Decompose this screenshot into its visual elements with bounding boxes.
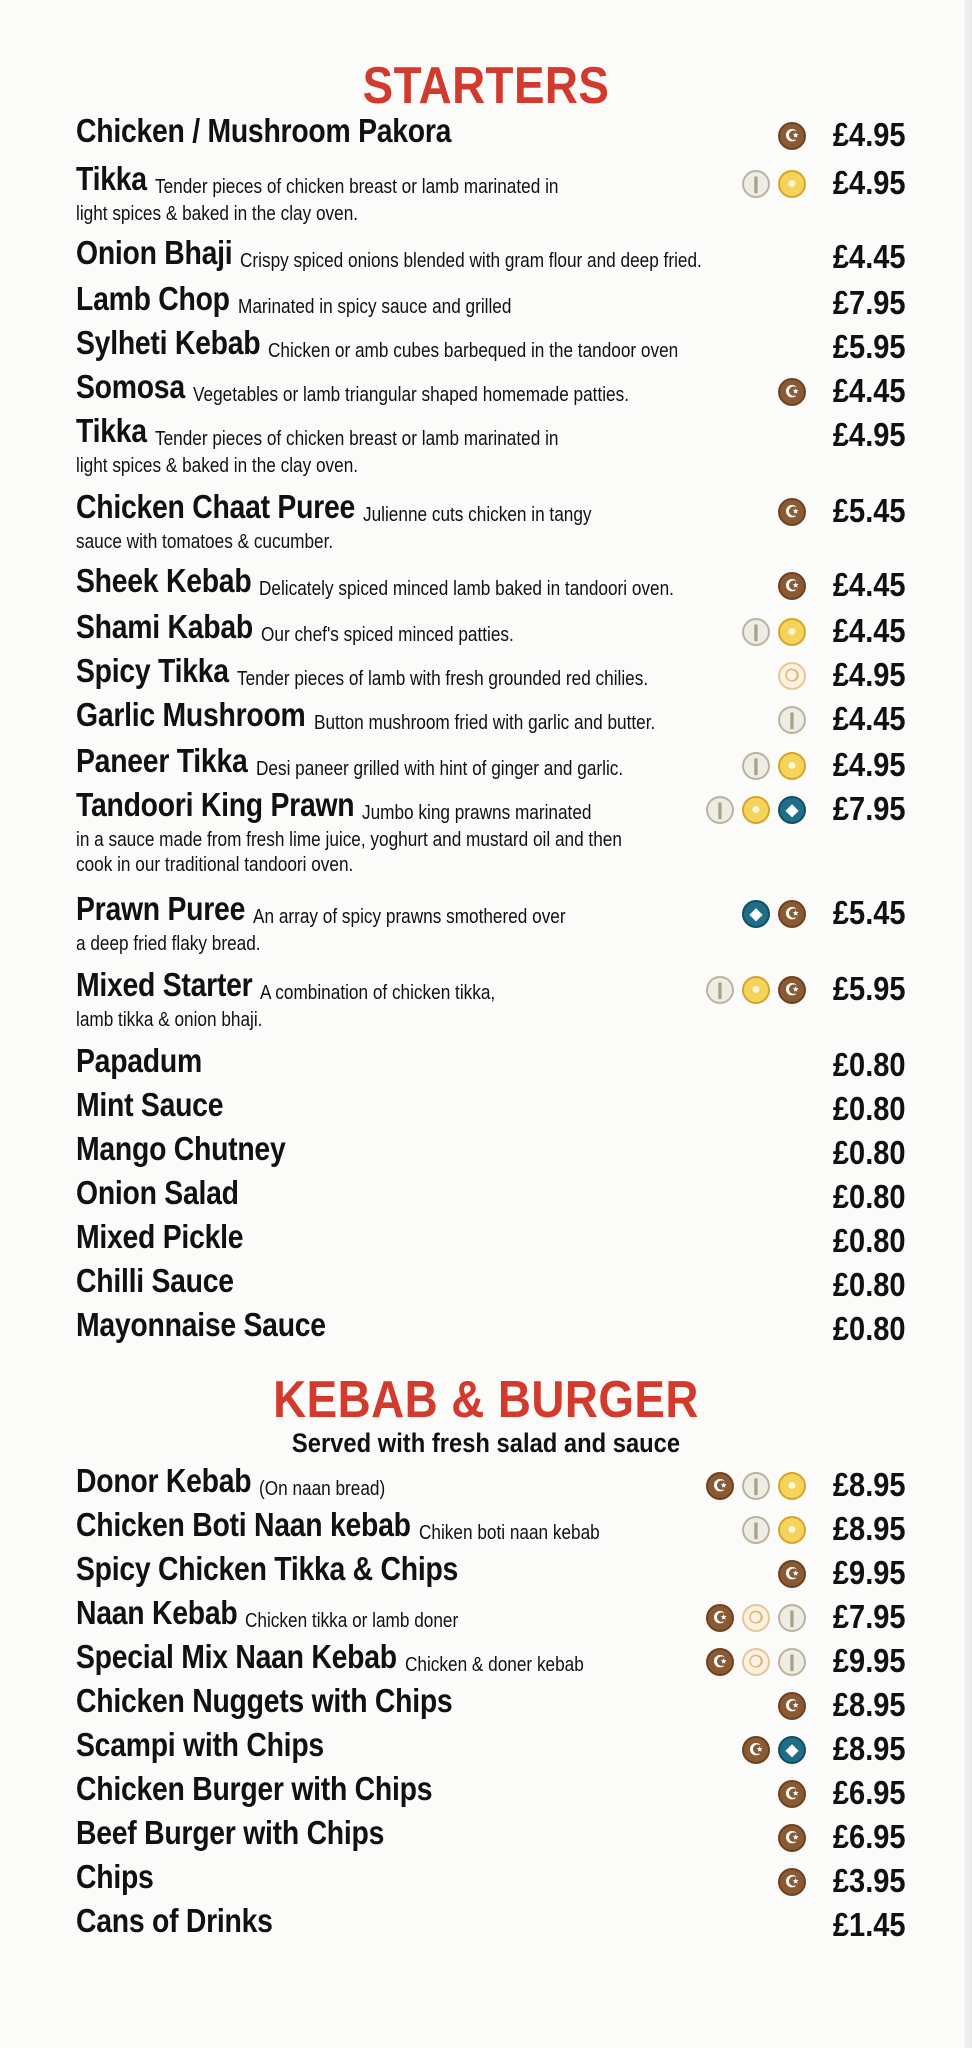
menu-item-line <box>76 1726 906 1770</box>
egg-icon: ● <box>778 752 806 780</box>
halal-icon: ☪ <box>778 122 806 150</box>
page-edge <box>964 0 972 2048</box>
menu-item-line <box>76 368 906 412</box>
item-description: An array of spicy prawns smothered over <box>253 906 566 928</box>
item-description: Tender pieces of chicken breast or lamb marinated in <box>154 176 559 198</box>
menu-item <box>76 160 906 229</box>
item-price: £4.45 <box>833 700 906 737</box>
menu-item <box>76 280 906 324</box>
menu-item-line <box>76 1814 906 1858</box>
halal-icon: ☪ <box>778 900 806 928</box>
fish-icon: ◆ <box>778 796 806 824</box>
wheat-icon: ❙ <box>706 796 734 824</box>
allergen-icons <box>778 1780 806 1808</box>
item-name: Lamb Chop <box>76 280 230 317</box>
menu-item <box>76 742 906 786</box>
fish-icon: ◆ <box>778 1736 806 1764</box>
item-description: (On naan bread) <box>259 1478 386 1500</box>
item-price: £5.45 <box>833 492 906 529</box>
menu-item <box>76 1594 906 1638</box>
menu-item-line <box>76 1506 906 1550</box>
item-name: Sheek Kebab <box>76 562 252 599</box>
halal-icon: ☪ <box>778 572 806 600</box>
item-name: Onion Bhaji <box>76 234 233 271</box>
menu-item-line <box>76 1218 906 1262</box>
menu-item <box>76 1306 906 1350</box>
item-name: Chips <box>76 1858 154 1895</box>
halal-icon: ☪ <box>778 1692 806 1720</box>
menu-item <box>76 1902 906 1946</box>
menu-item <box>76 652 906 696</box>
item-name: Chicken Chaat Puree <box>76 488 356 525</box>
item-description: Crispy spiced onions blended with gram flour and deep fried. <box>240 250 703 272</box>
item-name: Mixed Pickle <box>76 1218 244 1255</box>
menu-item-line <box>76 280 906 324</box>
item-name: Papadum <box>76 1042 202 1079</box>
item-price: £5.45 <box>833 894 906 931</box>
menu-item <box>76 412 906 481</box>
item-price: £0.80 <box>833 1178 906 1215</box>
menu-item-line <box>76 412 906 456</box>
halal-icon: ☪ <box>706 1472 734 1500</box>
item-price: £4.95 <box>833 116 906 153</box>
menu-item <box>76 1726 906 1770</box>
menu-item <box>76 1858 906 1902</box>
item-price: £3.95 <box>833 1862 906 1899</box>
wheat-icon: ❙ <box>742 752 770 780</box>
item-name: Onion Salad <box>76 1174 239 1211</box>
item-price: £4.45 <box>833 372 906 409</box>
menu-item-line <box>76 1902 906 1946</box>
allergen-icons <box>742 1516 806 1544</box>
menu-item-line <box>76 324 906 368</box>
egg-icon: ● <box>778 618 806 646</box>
halal-icon: ☪ <box>778 498 806 526</box>
item-name: Tandoori King Prawn <box>76 786 355 823</box>
halal-icon: ☪ <box>778 1868 806 1896</box>
allergen-icons <box>706 796 806 824</box>
item-description: Desi paneer grilled with hint of ginger and garlic. <box>255 758 623 780</box>
menu-item <box>76 1086 906 1130</box>
item-price: £4.45 <box>833 612 906 649</box>
allergen-icons <box>742 170 806 198</box>
menu-item <box>76 1462 906 1506</box>
starters-heading: STARTERS <box>362 57 610 115</box>
item-description-continued: light spices & baked in the clay oven. <box>76 455 359 477</box>
chili-icon: ❍ <box>742 1648 770 1676</box>
item-price: £0.80 <box>833 1266 906 1303</box>
item-price: £4.95 <box>833 746 906 783</box>
item-price: £0.80 <box>833 1222 906 1259</box>
menu-item-line <box>76 234 906 278</box>
item-price: £7.95 <box>833 790 906 827</box>
item-price: £5.95 <box>833 328 906 365</box>
halal-icon: ☪ <box>706 1648 734 1676</box>
menu-item-line <box>76 562 906 606</box>
item-price: £8.95 <box>833 1686 906 1723</box>
menu-item-line <box>76 1682 906 1726</box>
item-description-continued: in a sauce made from fresh lime juice, yoghurt and mustard oil and then <box>76 829 622 851</box>
menu-item <box>76 696 906 740</box>
item-name: Chicken / Mushroom Pakora <box>76 112 452 149</box>
allergen-icons <box>742 752 806 780</box>
menu-item <box>76 1506 906 1550</box>
item-name: Beef Burger with Chips <box>76 1814 385 1851</box>
menu-item-line <box>76 966 906 1010</box>
allergen-icons <box>778 1692 806 1720</box>
item-price: £4.45 <box>833 566 906 603</box>
kebab-subtitle: Served with fresh salad and sauce <box>291 1428 681 1458</box>
menu-item-line <box>76 112 906 156</box>
item-description: Tender pieces of chicken breast or lamb marinated in <box>154 428 559 450</box>
halal-icon: ☪ <box>706 1604 734 1632</box>
item-description: Jumbo king prawns marinated <box>362 802 592 824</box>
wheat-icon: ❙ <box>742 618 770 646</box>
allergen-icons <box>706 1604 806 1632</box>
menu-item <box>76 1174 906 1218</box>
allergen-icons <box>706 1472 806 1500</box>
wheat-icon: ❙ <box>742 170 770 198</box>
item-description-continued: light spices & baked in the clay oven. <box>76 203 359 225</box>
item-description: Tender pieces of lamb with fresh grounded red chilies. <box>236 668 648 690</box>
menu-item <box>76 324 906 368</box>
menu-item-line <box>76 1462 906 1506</box>
item-name: Spicy Tikka <box>76 652 229 689</box>
allergen-icons <box>778 572 806 600</box>
allergen-icons <box>706 976 806 1004</box>
allergen-icons <box>742 900 806 928</box>
allergen-icons <box>778 378 806 406</box>
menu-item <box>76 234 906 278</box>
wheat-icon: ❙ <box>742 1516 770 1544</box>
item-price: £5.95 <box>833 970 906 1007</box>
item-name: Tikka <box>76 160 147 197</box>
menu-item <box>76 1130 906 1174</box>
kebab-heading: KEBAB & BURGER <box>273 1371 699 1429</box>
menu-item <box>76 488 906 557</box>
item-price: £6.95 <box>833 1774 906 1811</box>
halal-icon: ☪ <box>742 1736 770 1764</box>
item-price: £0.80 <box>833 1310 906 1347</box>
item-name: Cans of Drinks <box>76 1902 273 1939</box>
item-description: Vegetables or lamb triangular shaped homemade patties. <box>192 384 629 406</box>
chili-icon: ❍ <box>742 1604 770 1632</box>
halal-icon: ☪ <box>778 1560 806 1588</box>
item-description: Our chef's spiced minced patties. <box>260 624 514 646</box>
item-price: £9.95 <box>833 1554 906 1591</box>
chili-icon: ❍ <box>778 662 806 690</box>
allergen-icons <box>706 1648 806 1676</box>
item-name: Scampi with Chips <box>76 1726 324 1763</box>
item-name: Mango Chutney <box>76 1130 286 1167</box>
menu-item <box>76 112 906 156</box>
wheat-icon: ❙ <box>778 1604 806 1632</box>
wheat-icon: ❙ <box>778 706 806 734</box>
egg-icon: ● <box>742 976 770 1004</box>
egg-icon: ● <box>742 796 770 824</box>
halal-icon: ☪ <box>778 1824 806 1852</box>
menu-item-line <box>76 160 906 204</box>
item-price: £4.45 <box>833 238 906 275</box>
item-price: £1.45 <box>833 1906 906 1943</box>
egg-icon: ● <box>778 1516 806 1544</box>
item-price: £4.95 <box>833 656 906 693</box>
item-description: Delicately spiced minced lamb baked in tandoori oven. <box>259 578 675 600</box>
item-price: £8.95 <box>833 1466 906 1503</box>
menu-item <box>76 1042 906 1086</box>
menu-item-line <box>76 1638 906 1682</box>
menu-item-line <box>76 1770 906 1814</box>
egg-icon: ● <box>778 1472 806 1500</box>
menu-item <box>76 608 906 652</box>
menu-item-line <box>76 652 906 696</box>
item-name: Chicken Nuggets with Chips <box>76 1682 453 1719</box>
wheat-icon: ❙ <box>742 1472 770 1500</box>
item-price: £6.95 <box>833 1818 906 1855</box>
item-price: £0.80 <box>833 1134 906 1171</box>
allergen-icons <box>778 1560 806 1588</box>
allergen-icons <box>778 1824 806 1852</box>
item-name: Sylheti Kebab <box>76 324 261 361</box>
menu-item <box>76 1218 906 1262</box>
menu-item-line <box>76 1594 906 1638</box>
menu-item-line <box>76 786 906 830</box>
menu-item-line <box>76 488 906 532</box>
egg-icon: ● <box>778 170 806 198</box>
item-name: Somosa <box>76 368 185 405</box>
halal-icon: ☪ <box>778 378 806 406</box>
wheat-icon: ❙ <box>706 976 734 1004</box>
item-name: Special Mix Naan Kebab <box>76 1638 397 1675</box>
item-name: Chilli Sauce <box>76 1262 234 1299</box>
item-name: Chicken Boti Naan kebab <box>76 1506 411 1543</box>
item-description: Chicken & doner kebab <box>404 1654 584 1676</box>
menu-item <box>76 890 906 959</box>
menu-item-line <box>76 696 906 740</box>
menu-item <box>76 786 906 880</box>
item-description: Button mushroom fried with garlic and butter. <box>313 712 655 734</box>
item-price: £4.95 <box>833 416 906 453</box>
menu-item <box>76 1262 906 1306</box>
item-description-continued: cook in our traditional tandoori oven. <box>76 854 354 876</box>
item-price: £9.95 <box>833 1642 906 1679</box>
allergen-icons <box>742 618 806 646</box>
item-name: Paneer Tikka <box>76 742 248 779</box>
menu-item <box>76 1638 906 1682</box>
item-description: Chicken or amb cubes barbequed in the tandoor oven <box>268 340 679 362</box>
item-price: £0.80 <box>833 1090 906 1127</box>
item-name: Donor Kebab <box>76 1462 252 1499</box>
item-price: £8.95 <box>833 1510 906 1547</box>
item-name: Mint Sauce <box>76 1086 224 1123</box>
item-price: £0.80 <box>833 1046 906 1083</box>
item-name: Naan Kebab <box>76 1594 238 1631</box>
menu-item-line <box>76 1262 906 1306</box>
menu-item <box>76 1770 906 1814</box>
item-description-continued: sauce with tomatoes & cucumber. <box>76 531 334 553</box>
item-description: Chicken tikka or lamb doner <box>245 1610 459 1632</box>
item-price: £8.95 <box>833 1730 906 1767</box>
item-description: Chiken boti naan kebab <box>418 1522 600 1544</box>
allergen-icons <box>778 706 806 734</box>
menu-item <box>76 966 906 1035</box>
menu-item <box>76 1814 906 1858</box>
item-name: Tikka <box>76 412 147 449</box>
menu-item <box>76 368 906 412</box>
allergen-icons <box>742 1736 806 1764</box>
halal-icon: ☪ <box>778 1780 806 1808</box>
item-name: Prawn Puree <box>76 890 246 927</box>
fish-icon: ◆ <box>742 900 770 928</box>
item-description-continued: lamb tikka & onion bhaji. <box>76 1009 263 1031</box>
item-name: Garlic Mushroom <box>76 696 306 733</box>
item-description: Marinated in spicy sauce and grilled <box>237 296 512 318</box>
item-name: Shami Kabab <box>76 608 253 645</box>
menu-item-line <box>76 1086 906 1130</box>
allergen-icons <box>778 498 806 526</box>
menu-item-line <box>76 1130 906 1174</box>
allergen-icons <box>778 662 806 690</box>
item-name: Mixed Starter <box>76 966 253 1003</box>
menu-item <box>76 1550 906 1594</box>
menu-item-line <box>76 890 906 934</box>
menu-item <box>76 1682 906 1726</box>
halal-icon: ☪ <box>778 976 806 1004</box>
item-name: Mayonnaise Sauce <box>76 1306 326 1343</box>
item-name: Spicy Chicken Tikka & Chips <box>76 1550 459 1587</box>
menu-item <box>76 562 906 606</box>
allergen-icons <box>778 1868 806 1896</box>
menu-item-line <box>76 1174 906 1218</box>
allergen-icons <box>778 122 806 150</box>
item-description: Julienne cuts chicken in tangy <box>363 504 592 526</box>
item-price: £7.95 <box>833 284 906 321</box>
menu-item-line <box>76 742 906 786</box>
menu-item-line <box>76 1550 906 1594</box>
wheat-icon: ❙ <box>778 1648 806 1676</box>
menu-item-line <box>76 1858 906 1902</box>
item-name: Chicken Burger with Chips <box>76 1770 433 1807</box>
item-price: £7.95 <box>833 1598 906 1635</box>
item-price: £4.95 <box>833 164 906 201</box>
menu-item-line <box>76 608 906 652</box>
item-description-continued: a deep fried flaky bread. <box>76 933 261 955</box>
item-description: A combination of chicken tikka, <box>260 982 496 1004</box>
menu-item-line <box>76 1306 906 1350</box>
menu-item-line <box>76 1042 906 1086</box>
